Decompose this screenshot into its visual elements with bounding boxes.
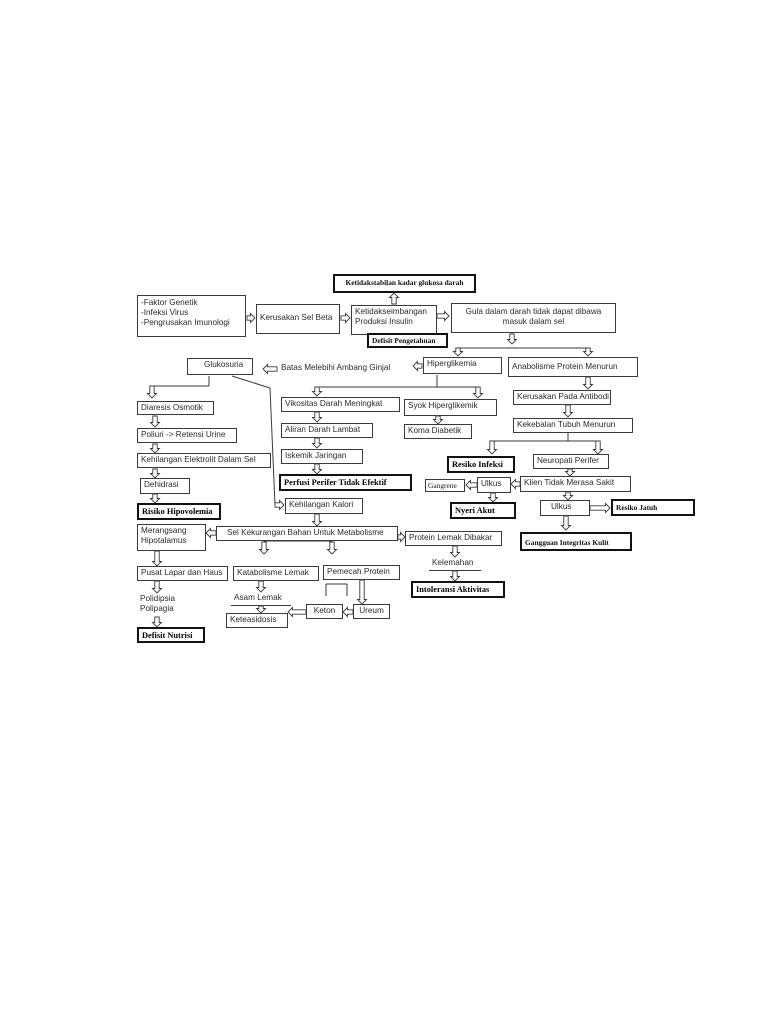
- node-neuropati: Neuropati Perifer: [533, 454, 609, 469]
- arrow-down-12: [148, 386, 157, 398]
- arrow-down-22: [313, 387, 322, 396]
- node-kehilangan-elektrolit: Kehilangan Elektrolit Dalam Sel: [137, 453, 271, 468]
- arrow-down-38: [564, 492, 573, 500]
- arrow-down-23: [474, 387, 483, 398]
- arrow-up-3: [390, 293, 399, 304]
- node-iskemik: Iskemik Jaringan: [281, 449, 363, 464]
- arrow-down-57: [257, 606, 266, 613]
- node-hiperglikemia: Hiperglikemia: [423, 357, 502, 374]
- node-koma: Koma Diabetik: [404, 424, 472, 439]
- node-gangguan-integritas: Gangguan Integritas Kulit: [520, 532, 632, 551]
- node-glukosuria: Glukosuria: [187, 358, 253, 375]
- node-kehilangan-kalori: Kehilangan Kalori: [285, 498, 363, 514]
- arrow-down-48: [451, 546, 460, 557]
- connector-line-18: [270, 388, 275, 505]
- node-gangrene: Gangrene: [425, 479, 465, 492]
- node-defisit-pengetahuan: Defisit Pengetahuan: [367, 333, 448, 348]
- arrow-right-0: [247, 314, 255, 323]
- arrow-down-51: [257, 581, 266, 592]
- node-polidipsia: Polidipsia Polipagia: [140, 594, 176, 613]
- arrow-left-58: [288, 608, 306, 617]
- arrow-down-14: [151, 444, 160, 453]
- arrow-down-15: [151, 469, 160, 478]
- node-keteasidosis: Keteasidosis: [226, 613, 288, 628]
- arrow-down-40: [562, 516, 571, 530]
- node-dehidrasi: Dehidrasi: [140, 478, 190, 494]
- node-poliuri: Poliuri -> Retensi Urine: [137, 428, 237, 443]
- node-sel-kekurangan: Sel Kekurangan Bahan Untuk Metabolisme: [216, 526, 398, 541]
- node-aliran: Aliran Darah Lambat: [281, 423, 373, 438]
- node-anabolisme: Anabolisme Protein Menurun: [508, 357, 638, 377]
- node-resiko-infeksi: Resiko Infeksi: [447, 456, 515, 473]
- node-ulkus-1: Ulkus: [477, 477, 511, 493]
- arrow-down-45: [260, 542, 269, 554]
- node-gula-dalam-darah: Gula dalam darah tidak dapat dibawa masuk dalam sel: [451, 303, 616, 333]
- node-intoleransi: Intoleransi Aktivitas: [411, 581, 505, 598]
- arrow-down-16: [151, 494, 160, 503]
- arrow-down-7: [584, 348, 593, 356]
- arrow-down-46: [328, 542, 337, 554]
- arrow-right-2: [437, 312, 449, 321]
- node-asam-lemak: Asam Lemak: [231, 592, 291, 606]
- arrow-left-36: [466, 481, 477, 490]
- node-faktor: -Faktor Genetik -Infeksi Virus -Pengrusakan Imunologi: [137, 295, 246, 337]
- arrow-down-52: [358, 580, 367, 604]
- node-perfusi: Perfusi Perifer Tidak Efektif: [279, 474, 412, 491]
- node-katabolisme: Katabolisme Lemak: [233, 566, 319, 581]
- node-diaresis: Diaresis Osmotik: [137, 401, 214, 415]
- arrow-down-27: [434, 416, 443, 424]
- node-batas-melebihi: Batas Melebihi Ambang Ginjal: [281, 363, 391, 372]
- node-pemecah-protein: Pemecah Protein: [323, 565, 400, 580]
- arrow-down-32: [488, 441, 497, 454]
- arrow-down-29: [564, 405, 573, 417]
- node-kelemahan: Kelemahan: [429, 557, 481, 571]
- connector-line-17: [232, 376, 270, 388]
- node-protein-lemak: Protein Lemak Dibakar: [405, 531, 502, 546]
- arrow-left-9: [263, 365, 277, 374]
- arrow-down-13: [151, 416, 160, 427]
- arrow-down-4: [508, 334, 517, 344]
- arrow-down-41: [313, 514, 322, 526]
- arrow-left-59: [343, 608, 353, 617]
- node-ulkus-2: Ulkus: [540, 500, 590, 516]
- node-merangsang: Merangsang Hipotalamus: [137, 524, 206, 551]
- arrow-down-49: [451, 571, 460, 581]
- node-pusat-lapar: Pusat Lapar dan Haus: [137, 566, 228, 581]
- node-vikositas: Vikositas Darah Meningkat: [281, 397, 400, 412]
- arrow-down-37: [489, 493, 498, 502]
- arrow-right-39: [590, 504, 610, 513]
- arrow-down-28: [584, 377, 593, 389]
- node-kerusakan-sel-beta: Kerusakan Sel Beta: [256, 304, 340, 334]
- node-defisit-nutrisi: Defisit Nutrisi: [137, 627, 205, 643]
- arrow-down-6: [454, 348, 463, 356]
- arrow-down-24: [313, 412, 322, 422]
- arrow-down-25: [313, 438, 322, 448]
- arrow-down-26: [313, 464, 322, 474]
- node-resiko-jatuh: Resiko Jatuh: [611, 499, 695, 516]
- arrow-down-56: [153, 617, 162, 627]
- node-risiko-hipovolemia: Risiko Hipovolemia: [137, 503, 221, 520]
- arrow-left-35: [511, 480, 520, 489]
- node-keton: Keton: [306, 604, 343, 619]
- arrow-down-34: [566, 469, 575, 476]
- node-ketidakseimbangan: Ketidakseimbangan Produksi Insulin: [351, 305, 437, 335]
- node-kerusakan-antibodi: Kerusakan Pada Antibodi: [513, 390, 611, 405]
- node-ketidakstabilan: Ketidakstabilan kadar glukosa darah: [333, 274, 476, 293]
- node-ureum: Ureum: [353, 604, 390, 619]
- arrow-down-47: [153, 551, 162, 566]
- arrow-right-43: [398, 533, 405, 542]
- node-klien: Klien Tidak Merasa Sakit: [520, 476, 631, 492]
- arrow-down-33: [594, 441, 603, 454]
- node-syok: Syok Hiperglikemik: [404, 399, 497, 416]
- arrow-right-19: [275, 501, 284, 510]
- arrow-left-42: [206, 529, 216, 538]
- node-kekebalan: Kekebalan Tubuh Menurun: [513, 418, 633, 433]
- arrow-right-1: [341, 314, 350, 323]
- node-nyeri-akut: Nyeri Akut: [450, 502, 516, 519]
- arrow-down-50: [153, 581, 162, 593]
